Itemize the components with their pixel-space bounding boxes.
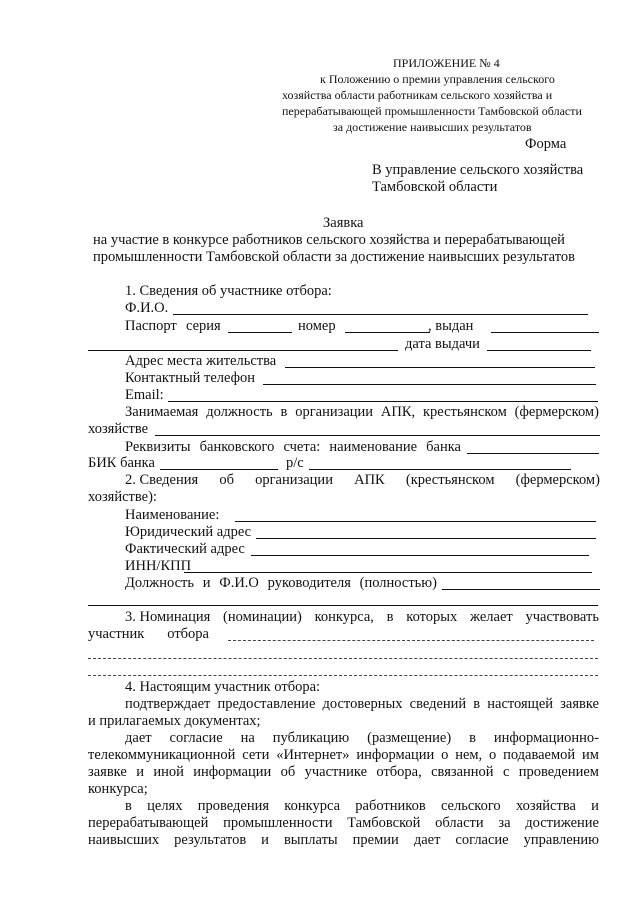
section3-cont-word: отбора [167, 626, 209, 642]
p2-word: нем, [455, 747, 483, 763]
p2-word: согласие [169, 730, 223, 746]
p1-word: предоставление [217, 696, 316, 712]
position-word: крестьянском [423, 404, 507, 420]
head-word: руководителя [267, 575, 351, 591]
section3-word: желает [470, 609, 513, 625]
issued-by-field-cont[interactable] [88, 350, 398, 351]
p2-word: о [441, 747, 449, 763]
position-word: должность [206, 404, 273, 420]
issued-label: , выдан [428, 318, 474, 334]
p1-word: заявке [560, 696, 599, 712]
p2-word: заявке [88, 764, 127, 780]
p2-word: (размещение) [367, 730, 452, 746]
addressee-line-1: В управление сельского хозяйства [372, 162, 584, 178]
section4-p2-line3 [88, 765, 599, 780]
p2-word: сети [242, 747, 270, 763]
bank-word: счета: [283, 439, 321, 455]
fio-label: Ф.И.О. [125, 300, 169, 316]
p2-word: проведением [518, 764, 599, 780]
form-title: Заявка [323, 215, 364, 231]
p2-word: отбора, [376, 764, 422, 780]
passport-label: Паспорт [125, 318, 177, 334]
bank-name-field[interactable] [467, 453, 599, 454]
p2-word: подаваемой [503, 747, 576, 763]
p3-word: проведения [197, 798, 270, 814]
section2-word: АПК [354, 472, 385, 488]
p2-word: иной [153, 764, 184, 780]
org-name-field[interactable] [235, 521, 596, 522]
form-subtitle-2: промышленности Тамбовской области за достижение наивысших результатов [93, 249, 575, 265]
p3-word: Тамбовской [347, 815, 421, 831]
section3-word: конкурса, [314, 609, 374, 625]
bik-field[interactable] [160, 469, 278, 470]
org-name-label: Наименование: [125, 507, 220, 523]
section4-p3-line2 [88, 816, 599, 831]
head-label-line [125, 576, 437, 591]
p2-word: информации [193, 764, 272, 780]
section2-word: (фермерском) [515, 472, 600, 488]
number-field[interactable] [345, 332, 430, 333]
position-field[interactable] [155, 435, 600, 436]
section4-p1-cont: и прилагаемых документах; [88, 713, 261, 729]
section2-word: (крестьянском [405, 472, 495, 488]
head-word: Ф.И.О [219, 575, 259, 591]
email-label: Email: [125, 387, 164, 403]
p3-word: перерабатывающей [88, 815, 209, 831]
inn-field[interactable] [184, 572, 592, 573]
bank-label-line [125, 440, 461, 455]
section3-word: 3. Номинация [125, 609, 211, 625]
p3-word: за [498, 815, 511, 831]
p3-word: промышленности [223, 815, 333, 831]
head-word: (полностью) [359, 575, 437, 591]
section2-word: об [219, 472, 234, 488]
series-label: серия [186, 318, 221, 334]
p3-word: области [435, 815, 484, 831]
issue-date-field[interactable] [487, 350, 591, 351]
p3-word: управлению [523, 832, 599, 848]
fio-field[interactable] [173, 314, 588, 315]
section3-word: в [386, 609, 394, 625]
position-word: организации [295, 404, 374, 420]
inn-label: ИНН/КПП [125, 558, 192, 574]
bank-word: банковского [199, 439, 275, 455]
header-line-3: перерабатывающей промышленности Тамбовской области [282, 104, 582, 118]
section3-cont-word: участник [88, 626, 145, 642]
section2-heading-cont: хозяйстве): [88, 489, 157, 505]
p2-word: «Интернет» [276, 747, 350, 763]
addressee-line-2: Тамбовской области [372, 179, 498, 195]
head-word: Должность [125, 575, 194, 591]
p2-word: связанной [431, 764, 494, 780]
p2-word: в [469, 730, 476, 746]
p3-word: работников [355, 798, 426, 814]
section2-heading [125, 473, 600, 488]
section3-word: участвовать [525, 609, 599, 625]
p2-word: на [240, 730, 255, 746]
section4-p2 [125, 731, 599, 746]
actual-address-label: Фактический адрес [125, 541, 245, 557]
p1-word: сведений [409, 696, 467, 712]
legal-address-label: Юридический адрес [125, 524, 252, 540]
email-field[interactable] [168, 401, 598, 402]
bank-word: Реквизиты [125, 439, 191, 455]
nomination-field[interactable] [228, 640, 594, 641]
p3-word: дает [413, 832, 441, 848]
position-word: АПК, [380, 404, 416, 420]
p3-word: премии [352, 832, 399, 848]
section4-heading: 4. Настоящим участник отбора: [125, 679, 321, 695]
form-label: Форма [525, 136, 567, 152]
section4-p3 [125, 799, 599, 814]
position-word: в [280, 404, 288, 420]
phone-label: Контактный телефон [125, 370, 256, 386]
p3-word: сельского [440, 798, 501, 814]
issued-by-field[interactable] [491, 332, 599, 333]
section4-p3-line3 [88, 833, 599, 848]
p3-word: в [125, 798, 132, 814]
form-subtitle-1: на участие в конкурсе работников сельского хозяйства и перерабатывающей [93, 232, 565, 248]
bank-word: банка [426, 439, 461, 455]
p2-word: им [582, 747, 599, 763]
p2-word: телекоммуникационной [88, 747, 236, 763]
header-line-4: за достижение наивысших результатов [333, 120, 532, 134]
p1-word: подтверждает [125, 696, 211, 712]
section1-heading: 1. Сведения об участнике отбора: [125, 283, 332, 299]
header-line-2: хозяйства области работникам сельского хозяйства и [282, 88, 553, 102]
number-label: номер [298, 318, 336, 334]
p2-word: с [502, 764, 510, 780]
actual-address-field[interactable] [251, 555, 589, 556]
p2-word: информационно- [493, 730, 599, 746]
rs-field[interactable] [309, 469, 571, 470]
p3-word: целях [147, 798, 183, 814]
p2-word: информации [356, 747, 435, 763]
position-label-cont: хозяйстве [88, 421, 149, 437]
section3-word: (номинации) [223, 609, 302, 625]
p2-word: участнике [304, 764, 368, 780]
p3-word: результатов [174, 832, 247, 848]
bank-word: наименование [329, 439, 418, 455]
p3-word: наивысших [88, 832, 160, 848]
section2-word: 2. Сведения [125, 472, 199, 488]
section4-p1 [125, 697, 599, 712]
section4-p2-cont: конкурса; [88, 781, 148, 797]
section2-word: организации [255, 472, 333, 488]
section3-heading [125, 610, 599, 625]
nomination-field-cont-2[interactable] [88, 675, 598, 676]
section3-word: которых [406, 609, 458, 625]
position-word: Занимаемая [125, 404, 199, 420]
p1-word: в [473, 696, 481, 712]
head-field[interactable] [442, 589, 600, 590]
head-field-cont[interactable] [88, 605, 598, 606]
p1-word: настоящей [487, 696, 554, 712]
legal-address-field[interactable] [256, 538, 596, 539]
p3-word: выплаты [283, 832, 338, 848]
p2-word: публикацию [272, 730, 350, 746]
nomination-field-cont-1[interactable] [88, 658, 598, 659]
p2-word: и [136, 764, 144, 780]
address-label: Адрес места жительства [125, 353, 277, 369]
p2-word: о [489, 747, 497, 763]
appendix-number: ПРИЛОЖЕНИЕ № 4 [393, 56, 500, 70]
address-field[interactable] [285, 367, 595, 368]
position-word: (фермерском) [514, 404, 599, 420]
section4-p2-line2 [88, 748, 599, 763]
head-word: и [202, 575, 211, 591]
phone-field[interactable] [263, 384, 596, 385]
p2-word: об [280, 764, 296, 780]
p3-word: и [591, 798, 599, 814]
p1-word: достоверных [322, 696, 403, 712]
p3-word: достижение [525, 815, 599, 831]
p3-word: хозяйства [515, 798, 576, 814]
p3-word: и [261, 832, 269, 848]
header-line-1: к Положению о премии управления сельского [320, 72, 555, 86]
section3-heading-cont [88, 627, 209, 642]
p2-word: дает [125, 730, 152, 746]
bik-label: БИК банка [88, 455, 155, 471]
series-field[interactable] [228, 332, 292, 333]
rs-label: р/с [286, 455, 304, 471]
issue-date-label: дата выдачи [405, 336, 480, 352]
position-label-line [125, 405, 599, 420]
p3-word: конкурса [284, 798, 341, 814]
p3-word: согласие [455, 832, 509, 848]
